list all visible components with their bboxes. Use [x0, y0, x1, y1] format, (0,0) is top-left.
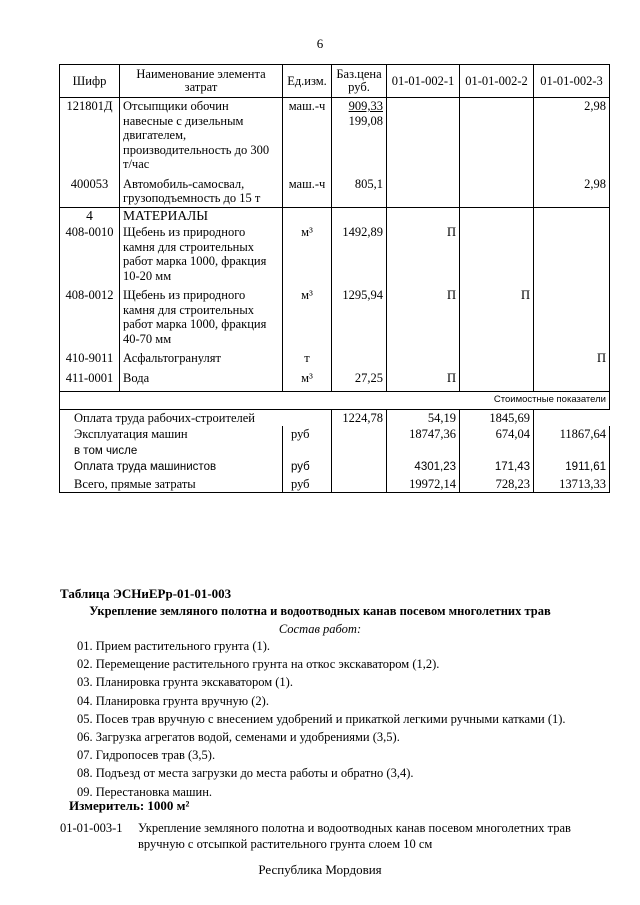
price-sub: 199,08 [348, 113, 383, 128]
list-item: 02. Перемещение растительного грунта на откос экскаватором (1,2). [77, 657, 440, 672]
cell-col3: 2,98 [534, 98, 610, 173]
summary-label: Оплата труда машинистов [60, 459, 283, 476]
table-subtitle: Укрепление земляного полотна и водоотводных канав посевом многолетних трав [89, 604, 551, 618]
cell-unit: м³ [283, 284, 332, 347]
summary-col2: 54,19 [387, 409, 460, 426]
cost-header-row [60, 392, 610, 410]
table-row [60, 173, 610, 208]
list-item: 03. Планировка грунта экскаватором (1). [77, 675, 293, 690]
composition-heading: Состав работ: [278, 622, 362, 636]
table-row [60, 284, 610, 347]
cell-col3 [534, 224, 610, 284]
summary-col3: 1845,69 [460, 409, 534, 426]
cell-code: 400053 [60, 173, 120, 208]
header-unit: Ед.изм. [283, 65, 332, 98]
cell-col2 [460, 347, 534, 367]
list-item: 08. Подъезд от места загрузки до места работы и обратно (3,4). [77, 766, 414, 781]
header-col2: 01-01-002-2 [460, 65, 534, 98]
cell-col3: 2,98 [534, 173, 610, 208]
cell-price: 27,25 [332, 367, 387, 392]
cell-code: 408-0010 [60, 224, 120, 284]
cell-code: 410-9011 [60, 347, 120, 367]
cell-col3: П [534, 347, 610, 367]
cell-col2 [460, 224, 534, 284]
cell-price: 1295,94 [332, 284, 387, 347]
summary-row [60, 459, 610, 476]
cell-price: 805,1 [332, 173, 387, 208]
cell-code: 121801Д [60, 98, 120, 173]
list-item: 04. Планировка грунта вручную (2). [77, 693, 269, 708]
cell-name: Щебень из природного камня для строительных работ марка 1000, фракция 40-70 мм [120, 284, 283, 347]
cell-col2: П [460, 284, 534, 347]
cell-col1: П [387, 367, 460, 392]
meter-label: Измеритель: 1000 м² [69, 798, 190, 813]
cell-unit: маш.-ч [283, 173, 332, 208]
summary-row [60, 426, 610, 443]
works-list [77, 637, 566, 801]
summary-unit: руб [283, 476, 332, 493]
table-row [60, 347, 610, 367]
cell-name: Отсыпщики обочин навесные с дизельным двигателем, производительность до 300 т/час [120, 98, 283, 173]
summary-col2: 674,04 [460, 426, 534, 443]
footer-region: Республика Мордовия [258, 862, 382, 877]
cell-col3 [534, 284, 610, 347]
summary-unit: руб [283, 426, 332, 443]
cell-price: 1492,89 [332, 224, 387, 284]
table-row [60, 224, 610, 284]
cell-price [332, 347, 387, 367]
cell-name: Щебень из природного камня для строительных работ марка 1000, фракция 10-20 мм [120, 224, 283, 284]
summary-col1: 19972,14 [387, 476, 460, 493]
summary-col1: 18747,36 [387, 426, 460, 443]
cell-unit: м³ [283, 367, 332, 392]
list-item: 06. Загрузка агрегатов водой, семенами и удобрениями (3,5). [77, 730, 400, 745]
section-number: 4 [60, 207, 120, 224]
summary-col1: 4301,23 [387, 459, 460, 476]
norms-table [59, 64, 610, 493]
summary-unit: руб [283, 459, 332, 476]
cell-col2 [460, 367, 534, 392]
cell-col2 [460, 173, 534, 208]
cell-name: Асфальтогранулят [120, 347, 283, 367]
cell-col2 [460, 98, 534, 173]
summary-label: Оплата труда рабочих-строителей [60, 409, 332, 426]
cell-unit: т [283, 347, 332, 367]
table-row [60, 367, 610, 392]
cell-unit: маш.-ч [283, 98, 332, 173]
section-title: МАТЕРИАЛЫ [120, 207, 283, 224]
summary-label: Всего, прямые затраты [60, 476, 283, 493]
cell-col1 [387, 173, 460, 208]
list-item: 07. Гидропосев трав (3,5). [77, 748, 216, 763]
table-header-row [60, 65, 610, 98]
page-number: 6 [316, 36, 324, 51]
header-name: Наименование элемента затрат [120, 65, 283, 98]
cell-code: 408-0012 [60, 284, 120, 347]
summary-col3: 11867,64 [534, 426, 610, 443]
cell-price [332, 98, 387, 173]
summary-label: Эксплуатация машин [60, 426, 283, 443]
summary-col2: 728,23 [460, 476, 534, 493]
summary-row [60, 409, 610, 426]
item-code: 01-01-003-1 [60, 821, 123, 835]
cell-unit: м³ [283, 224, 332, 284]
list-item: 01. Прием растительного грунта (1). [77, 639, 271, 653]
header-col3: 01-01-002-3 [534, 65, 610, 98]
cell-col1: П [387, 224, 460, 284]
table-title: Таблица ЭСНиЕРр-01-01-003 [60, 586, 232, 601]
section-row [60, 207, 610, 224]
summary-col1: 1224,78 [332, 409, 387, 426]
summary-col2: 171,43 [460, 459, 534, 476]
cell-name: Автомобиль-самосвал, грузоподъемность до 15 т [120, 173, 283, 208]
summary-row [60, 443, 610, 460]
cell-code: 411-0001 [60, 367, 120, 392]
cost-header: Стоимостные показатели [60, 392, 610, 410]
header-col1: 01-01-002-1 [387, 65, 460, 98]
item-description: Укрепление земляного полотна и водоотводных канав посевом многолетних трав вручную с отсыпкой растительного грунта слоем 10 см [138, 821, 571, 851]
list-item: 09. Перестановка машин. [77, 784, 213, 799]
cell-col1 [387, 98, 460, 173]
cell-name: Вода [120, 367, 283, 392]
header-price: Баз.цена руб. [332, 65, 387, 98]
summary-row [60, 476, 610, 493]
list-item: 05. Посев трав вручную с внесением удобрений и прикаткой легкими ручными катками (1). [77, 711, 566, 726]
price-main: 909,33 [348, 99, 383, 113]
cell-col3 [534, 367, 610, 392]
cell-col1: П [387, 284, 460, 347]
summary-col3: 1911,61 [534, 459, 610, 476]
summary-col3: 13713,33 [534, 476, 610, 493]
cell-col1 [387, 347, 460, 367]
header-code: Шифр [60, 65, 120, 98]
table-row [60, 98, 610, 173]
summary-label: в том числе [60, 443, 283, 460]
